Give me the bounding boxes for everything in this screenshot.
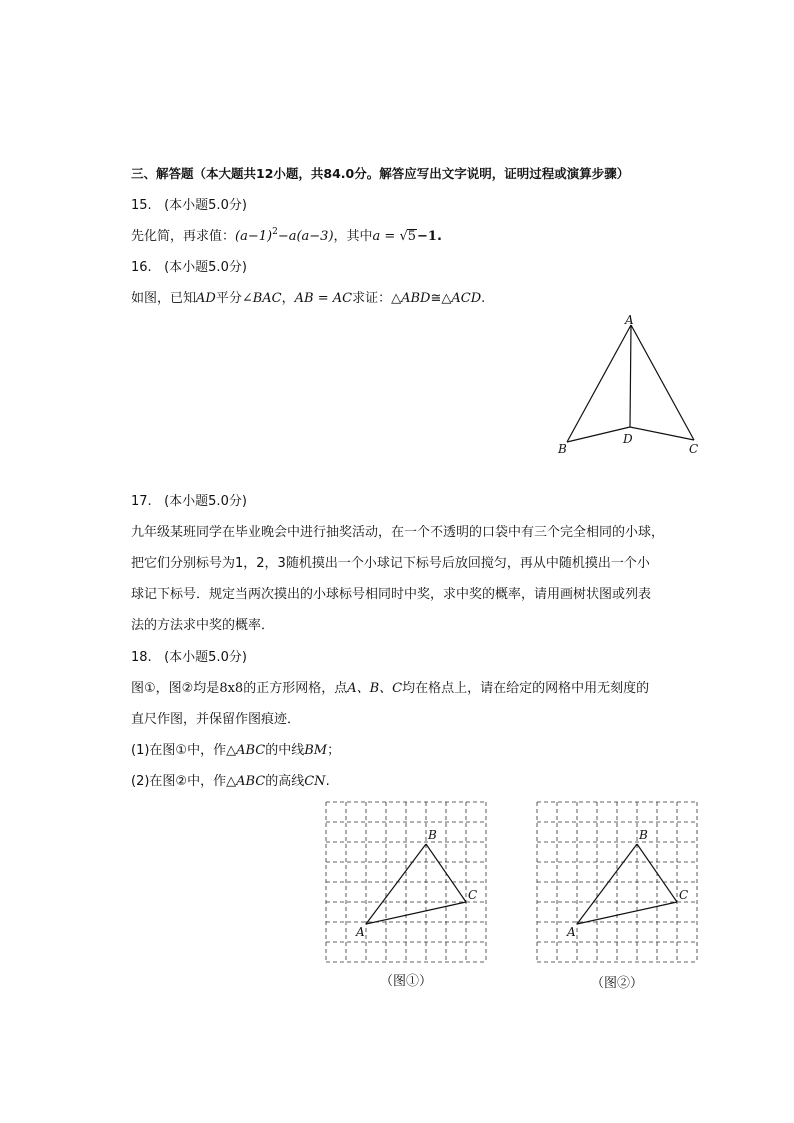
grid-figure-2 xyxy=(531,796,703,968)
q18-p1-c: ； xyxy=(327,743,341,758)
q16-ad: AD xyxy=(196,291,216,306)
segment-ac xyxy=(631,325,694,440)
q15-expr-b: −a(a−3) xyxy=(277,229,334,244)
q18-p1-bm: BM xyxy=(304,743,328,758)
q15-cond-lhs: a = xyxy=(372,229,400,244)
grid-1-label-a: A xyxy=(356,925,365,939)
grid-2-label-b: B xyxy=(639,828,648,842)
q18-line-1 xyxy=(131,680,649,698)
q18-number: 18. xyxy=(131,650,152,665)
q16-t5: . xyxy=(481,291,486,306)
q18-l1-b: 的正方形网格，点 xyxy=(243,681,348,696)
q16-number: 16. xyxy=(131,260,152,275)
segment-dc xyxy=(630,427,694,440)
q16-body xyxy=(131,290,485,308)
q17-line-3: 球记下标号．规定当两次摸出的小球标号相同时中奖，求中奖的概率，请用画树状图或列表 xyxy=(131,587,652,602)
grid-2-segment-ab xyxy=(577,844,637,924)
q16-t2: 平分 xyxy=(215,291,242,306)
grid-2-caption: （图②） xyxy=(591,976,644,991)
grid-2-lines xyxy=(537,802,697,962)
q18-heading xyxy=(131,649,247,667)
q18-part-1 xyxy=(131,742,340,760)
q16-t1: 如图，已知 xyxy=(131,291,197,306)
q17-heading xyxy=(131,493,247,511)
q16-angle: ∠BAC xyxy=(241,291,282,306)
q18-p2-a: (2)在图②中，作 xyxy=(131,774,227,789)
q18-points: (本小题5.0分) xyxy=(164,650,247,665)
grid-2-label-c: C xyxy=(679,888,689,902)
q16-t4: 求证： xyxy=(352,291,392,306)
q16-tri1: △ABD xyxy=(391,291,431,306)
segment-ad xyxy=(630,325,631,427)
label-c: C xyxy=(689,442,699,456)
q17-line-2: 把它们分别标号为1，2，3随机摸出一个小球记下标号后放回搅匀，再从中随机摸出一个小 xyxy=(131,556,650,571)
q15-expr-a: (a−1) xyxy=(235,229,273,244)
q18-l1-a: 图①，图②均是 xyxy=(131,681,220,696)
q15-expr-exp: 2 xyxy=(272,227,278,237)
q16-heading xyxy=(131,259,247,277)
grid-1-caption: （图①） xyxy=(380,974,433,989)
q18-p2-b: 的高线 xyxy=(265,774,305,789)
label-b: B xyxy=(558,442,567,456)
q15-cond-tail: −1 xyxy=(417,229,437,244)
q17-points: (本小题5.0分) xyxy=(164,494,247,509)
q15-rad-content: 5 xyxy=(407,229,417,244)
q18-p1-tri: △ABC xyxy=(226,743,266,758)
q17-line-4: 法的方法求中奖的概率． xyxy=(131,618,275,633)
q15-middle: ，其中 xyxy=(333,229,373,244)
q16-triangle-figure xyxy=(550,310,710,460)
grid-1-label-b: B xyxy=(428,828,437,842)
q16-points: (本小题5.0分) xyxy=(164,260,247,275)
q15-end: . xyxy=(436,229,442,244)
label-d: D xyxy=(623,432,633,446)
grid-2-segment-ac xyxy=(577,902,677,924)
segment-ab xyxy=(567,325,631,442)
q18-part-2 xyxy=(131,773,330,791)
q18-p2-cn: CN xyxy=(304,774,326,789)
q17-number: 17. xyxy=(131,494,152,509)
sqrt-sign: √ xyxy=(399,229,408,244)
grid-figure-1 xyxy=(320,796,492,968)
q15-number: 15. xyxy=(131,198,152,213)
q15-heading xyxy=(131,197,247,215)
q18-p1-b: 的中线 xyxy=(265,743,305,758)
grid-1-lines xyxy=(326,802,486,962)
q18-p2-c: . xyxy=(325,774,330,789)
grid-1-segment-ab xyxy=(366,844,426,924)
q18-l1-c: 均在格点上，请在给定的网格中用无刻度的 xyxy=(402,681,650,696)
q18-p2-tri: △ABC xyxy=(226,774,266,789)
grid-2-label-a: A xyxy=(567,925,576,939)
q15-body xyxy=(131,228,442,246)
q17-line-1: 九年级某班同学在毕业晚会中进行抽奖活动，在一个不透明的口袋中有三个完全相同的小球， xyxy=(131,525,665,540)
q16-cong: ≅ xyxy=(430,291,442,306)
segment-bd xyxy=(567,427,630,442)
q15-prefix: 先化简，再求值： xyxy=(131,229,236,244)
section-header: 三、解答题（本大题共12小题，共84.0分。解答应写出文字说明，证明过程或演算步骤） xyxy=(131,166,630,181)
q18-line-2: 直尺作图，并保留作图痕迹． xyxy=(131,712,301,727)
grid-1-label-c: C xyxy=(468,888,478,902)
grid-1-segment-ac xyxy=(366,902,466,924)
q18-l1-pts: A、B、C xyxy=(347,681,403,696)
q16-tri2: △ACD xyxy=(441,291,482,306)
q16-ab-ac: AB = AC xyxy=(294,291,353,306)
q15-points: (本小题5.0分) xyxy=(164,198,247,213)
q18-l1-grid: 8x8 xyxy=(219,681,244,696)
q18-p1-a: (1)在图①中，作 xyxy=(131,743,227,758)
q16-t3: ， xyxy=(281,291,295,306)
label-a: A xyxy=(625,313,634,327)
